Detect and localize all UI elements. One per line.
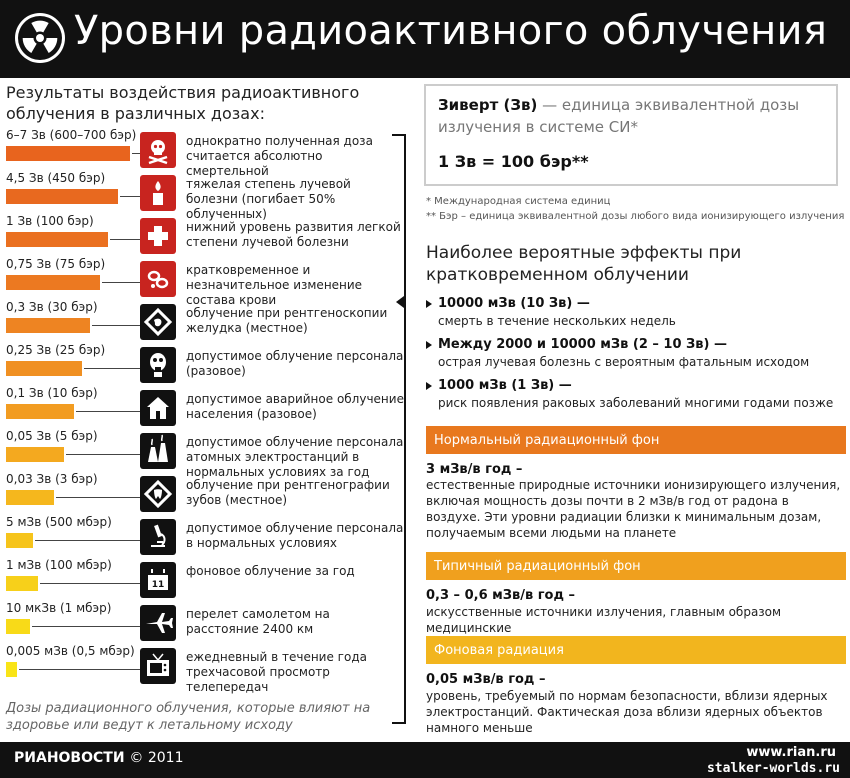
dose-connector (110, 239, 140, 240)
dose-connector (120, 196, 140, 197)
dose-bar (6, 146, 130, 161)
dose-bar (6, 232, 108, 247)
dose-row (6, 558, 402, 601)
dose-description: допустимое облучение персонала атомных электростанций в нормальных условиях за год (186, 435, 404, 479)
header-banner (0, 0, 850, 78)
dose-label: 0,05 Зв (5 бэр) (6, 429, 98, 443)
dose-bar (6, 619, 30, 634)
dose-bar (6, 576, 38, 591)
dose-description: однократно полученная доза считается абсолютно смертельной (186, 134, 373, 178)
dose-bar (6, 404, 74, 419)
band-title: Типичный радиационный фон (434, 559, 641, 574)
watermark: stalker-worlds.ru (706, 761, 840, 776)
sievert-def-text: — единица эквивалентной дозы излучения в системе СИ* (438, 96, 800, 136)
dose-row (6, 644, 402, 694)
band-normal-background (426, 426, 846, 454)
airplane-icon (140, 605, 176, 641)
page-title: Уровни радиоактивного облучения (74, 8, 828, 54)
band-text: искусственные источники излучения, главным образом медицинские (426, 605, 782, 635)
dose-bar (6, 490, 54, 505)
stomach-xray-icon (140, 304, 176, 340)
dose-connector (56, 497, 140, 498)
skull-crossbones-icon (140, 132, 176, 168)
bullet-arrow-icon (426, 300, 432, 308)
left-footer-note: Дозы радиационного облучения, которые влияют на здоровье или ведут к летальному исходу (6, 701, 371, 733)
dose-label: 0,005 мЗв (0,5 мбэр) (6, 644, 135, 658)
dose-label: 1 Зв (100 бэр) (6, 214, 94, 228)
dose-label: 1 мЗв (100 мбэр) (6, 558, 112, 572)
band-background-radiation (426, 636, 846, 664)
band-title: Фоновая радиация (434, 643, 564, 658)
svg-text:11: 11 (151, 580, 165, 590)
dose-row (6, 343, 402, 386)
house-icon (140, 390, 176, 426)
dose-description: перелет самолетом на расстояние 2400 км (186, 607, 330, 636)
dose-row (6, 515, 402, 558)
dose-description: допустимое облучение персонала в нормальных условиях (186, 521, 404, 550)
band-title: Нормальный радиационный фон (434, 433, 660, 448)
gas-mask-icon (140, 347, 176, 383)
left-intro: Результаты воздействия радиоактивного облучения в различных дозах: (6, 83, 360, 123)
dose-row (6, 386, 402, 429)
blood-cells-icon (140, 261, 176, 297)
tooth-xray-icon (140, 476, 176, 512)
sievert-definition-box (424, 84, 838, 186)
dose-description: фоновое облучение за год (186, 564, 355, 578)
dose-label: 0,1 Зв (10 бэр) (6, 386, 98, 400)
dose-row (6, 601, 402, 644)
band-value: 3 мЗв/в год – (426, 462, 523, 477)
dose-description: допустимое облучение персонала (разовое) (186, 349, 404, 378)
band-typical-background (426, 552, 846, 580)
calendar-icon (140, 562, 176, 598)
dose-label: 0,75 Зв (75 бэр) (6, 257, 106, 271)
sievert-term: Зиверт (Зв) (438, 96, 538, 114)
dose-description: допустимое аварийное облучение населения (разовое) (186, 392, 404, 421)
dose-bar (6, 318, 90, 333)
effects-title: Наиболее вероятные эффекты при кратковременном облучении (426, 243, 742, 285)
dose-connector (32, 626, 140, 627)
effect-item (426, 296, 846, 328)
dose-description: тяжелая степень лучевой болезни (погибает 50% облученных) (186, 177, 351, 221)
bracket-line (404, 134, 406, 724)
brand (14, 750, 184, 766)
effect-head: 1000 мЗв (1 Зв) — (438, 378, 572, 393)
effect-item (426, 337, 846, 369)
dose-bar (6, 361, 82, 376)
footnote-si: * Международная система единиц (426, 196, 611, 207)
dose-row (6, 214, 402, 257)
sievert-equation: 1 Зв = 100 бэр** (438, 152, 589, 171)
dose-bar (6, 447, 64, 462)
dose-connector (92, 325, 140, 326)
dose-row (6, 300, 402, 343)
dose-connector (102, 282, 140, 283)
dose-bar (6, 533, 33, 548)
brand-name: РИАНОВОСТИ (14, 750, 125, 766)
dose-label: 4,5 Зв (450 бэр) (6, 171, 106, 185)
bullet-arrow-icon (426, 382, 432, 390)
dose-connector (19, 669, 140, 670)
dose-connector (40, 583, 140, 584)
dose-description: облучение при рентгенографии зубов (местное) (186, 478, 390, 507)
dose-label: 0,3 Зв (30 бэр) (6, 300, 98, 314)
effect-sub: риск появления раковых заболеваний многими годами позже (438, 396, 834, 410)
effect-item (426, 378, 846, 410)
dose-connector (76, 411, 140, 412)
dose-label: 5 мЗв (500 мбэр) (6, 515, 112, 529)
dose-description: ежедневный в течение года трехчасовой просмотр телепередач (186, 650, 367, 694)
dose-description: облучение при рентгеноскопии желудка (местное) (186, 306, 388, 335)
dose-label: 0,25 Зв (25 бэр) (6, 343, 106, 357)
band-text: уровень, требуемый по нормам безопасности, вблизи ядерных электростанций. Фактическая доза вблизи ядерных объектов намного меньше (426, 689, 828, 735)
dose-connector (35, 540, 140, 541)
effect-head: 10000 мЗв (10 Зв) — (438, 296, 590, 311)
radiation-trefoil-icon (14, 12, 66, 64)
red-cross-icon (140, 218, 176, 254)
candle-icon (140, 175, 176, 211)
dose-description: кратковременное и незначительное изменение состава крови (186, 263, 363, 307)
band-text: естественные природные источники ионизирующего излучения, включая мощность дозы почти в 2 мЗв/в год от радона в воздухе. Эти уровни радиации близки к минимальным дозам, получаемым всеми людьми на планете (426, 478, 841, 540)
power-plant-icon (140, 433, 176, 469)
dose-row (6, 472, 402, 515)
dose-description: нижний уровень развития легкой степени лучевой болезни (186, 220, 401, 249)
sievert-definition (438, 94, 824, 138)
footnote-ber: ** Бэр – единица эквивалентной дозы любого вида ионизирующего излучения (426, 211, 845, 222)
microscope-icon (140, 519, 176, 555)
dose-connector (132, 153, 140, 154)
dose-label: 6–7 Зв (600–700 бэр) (6, 128, 137, 142)
bracket-bottom (392, 722, 406, 724)
dose-connector (84, 368, 140, 369)
dose-connector (66, 454, 140, 455)
copyright-year: © 2011 (129, 750, 184, 766)
dose-bar (6, 662, 17, 677)
dose-bar (6, 189, 118, 204)
dose-bar (6, 275, 100, 290)
footer-bar (0, 742, 850, 778)
band-value: 0,3 – 0,6 мЗв/в год – (426, 588, 575, 603)
effect-head: Между 2000 и 10000 мЗв (2 – 10 Зв) — (438, 337, 727, 352)
bullet-arrow-icon (426, 341, 432, 349)
tv-icon (140, 648, 176, 684)
band-value: 0,05 мЗв/в год – (426, 672, 546, 687)
effect-sub: смерть в течение нескольких недель (438, 314, 676, 328)
effect-sub: острая лучевая болезнь с вероятным фатальным исходом (438, 355, 810, 369)
dose-label: 0,03 Зв (3 бэр) (6, 472, 98, 486)
dose-label: 10 мкЗв (1 мбэр) (6, 601, 112, 615)
site-link[interactable]: www.rian.ru (746, 745, 836, 760)
